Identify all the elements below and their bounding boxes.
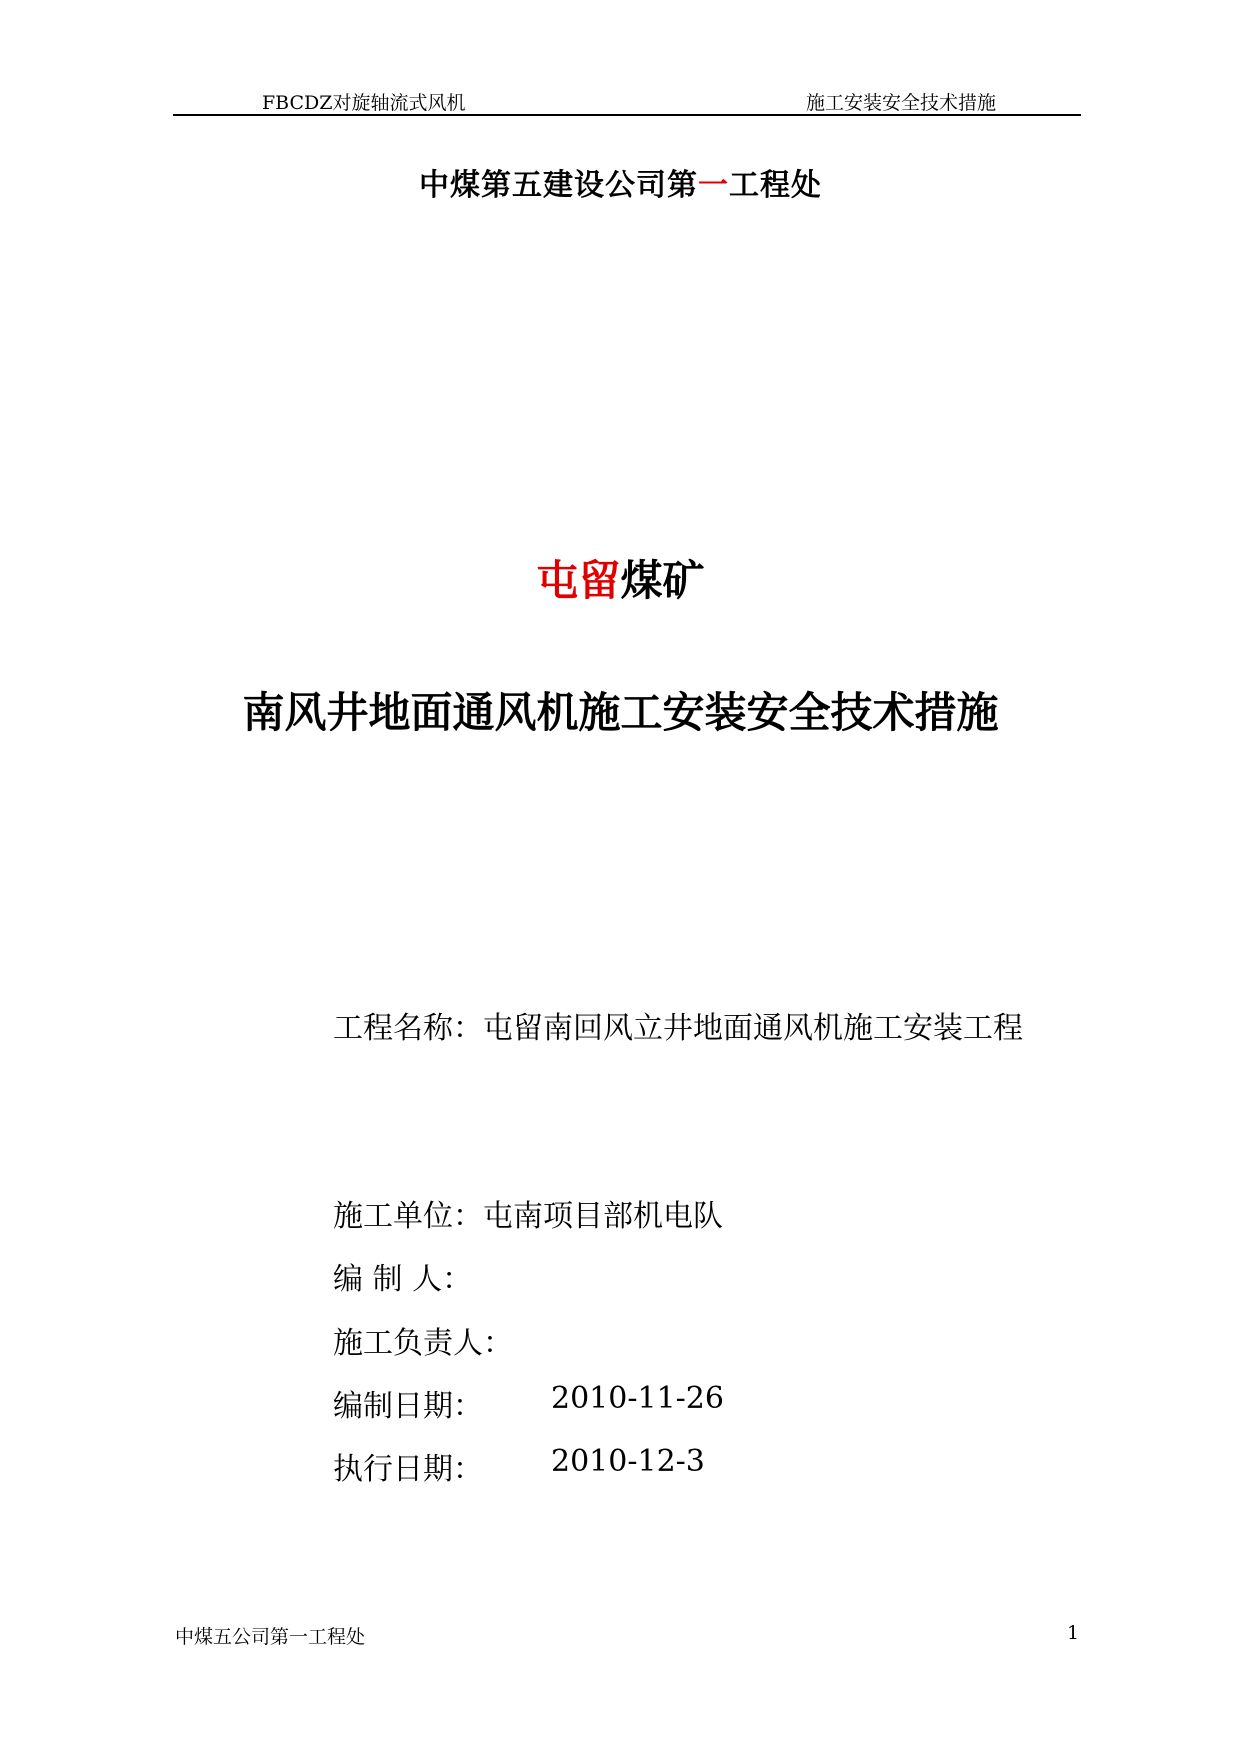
header-left: FBCDZ对旋轴流式风机	[262, 92, 466, 114]
compile-date-row	[333, 1381, 724, 1425]
responsible-person-field: 施工负责人：	[333, 1326, 513, 1361]
page-number: 1	[1067, 1622, 1080, 1644]
document-title: 南风井地面通风机施工安装安全技术措施	[242, 688, 999, 737]
mine-name-highlight: 屯留	[536, 556, 621, 605]
compile-date-value: 2010-11-26	[551, 1381, 724, 1416]
execute-date-value: 2010-12-3	[551, 1444, 705, 1479]
compile-date-label: 编制日期：	[333, 1389, 483, 1424]
compiler-field: 编 制 人：	[333, 1262, 473, 1297]
company-name-highlight: 一	[698, 168, 729, 203]
company-name-part1: 中煤第五建设公司第	[419, 168, 698, 203]
execute-date-row	[333, 1444, 705, 1488]
company-name-part3: 工程处	[729, 168, 822, 203]
project-name-field: 工程名称：屯留南回风立井地面通风机施工安装工程	[333, 1011, 1023, 1046]
mine-name	[0, 548, 1241, 608]
construction-unit-field: 施工单位：屯南项目部机电队	[333, 1199, 723, 1234]
header-rule	[173, 114, 1081, 116]
execute-date-label: 执行日期：	[333, 1452, 483, 1487]
mine-name-rest: 煤矿	[620, 556, 705, 605]
company-name	[0, 160, 1241, 204]
header-right: 施工安装安全技术措施	[806, 92, 997, 114]
footer-left: 中煤五公司第一工程处	[175, 1626, 366, 1648]
